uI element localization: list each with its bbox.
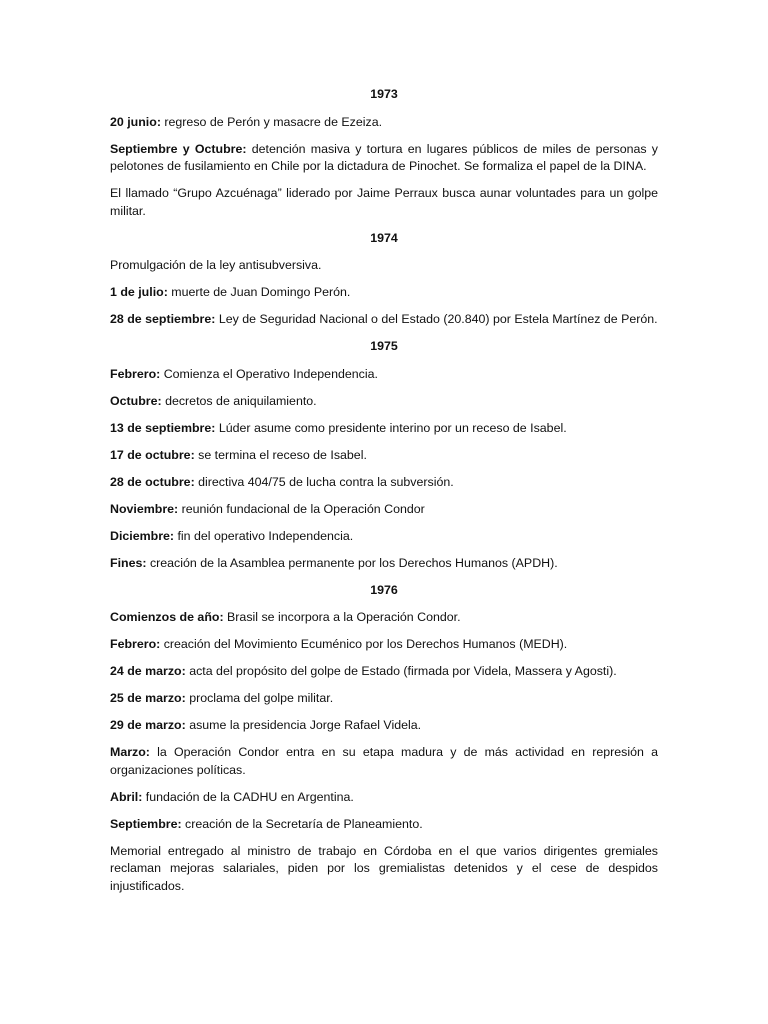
entry-text: Comienza el Operativo Independencia. [160,366,378,381]
entry-text: Ley de Seguridad Nacional o del Estado (20.840) por Estela Martínez de Perón. [215,312,658,326]
timeline-entry [110,501,658,519]
entry-label: Marzo: [110,745,150,759]
section-1974 [110,230,658,329]
entry-text: proclama del golpe militar. [185,691,334,705]
year-heading: 1976 [370,582,398,597]
timeline-entry [110,555,658,573]
entry-label: Comienzos de año: [110,610,224,624]
entry-text: directiva 404/75 de lucha contra la subversión. [194,474,454,489]
entry-label: 25 de marzo: [110,691,186,705]
entry-text: Lúder asume como presidente interino por un receso de Isabel. [215,420,567,435]
timeline-entry [110,843,658,896]
section-1976 [110,582,658,896]
entry-label: Octubre: [110,393,162,408]
entry-label: 20 junio: [110,114,161,129]
entry-text: asume la presidencia Jorge Rafael Videla. [185,718,422,732]
timeline-entry [110,185,658,220]
entry-text: reunión fundacional de la Operación Condor [178,501,425,516]
entry-label: Abril: [110,789,143,804]
entry-label: Diciembre: [110,528,175,543]
timeline-entry [110,114,658,132]
timeline-entry [110,284,658,302]
entry-text: detención masiva y tortura en lugares públicos de miles de personas y pelotones de fusilamiento en Chile por la dictadura de Pinochet. Se formaliza el papel de la DINA. [110,141,658,173]
timeline-entry [110,447,658,465]
entry-text: creación de la Asamblea permanente por los Derechos Humanos (APDH). [146,555,558,570]
entry-text: Brasil se incorpora a la Operación Condor. [223,610,461,624]
entry-label: 13 de septiembre: [110,420,216,435]
entry-text: El llamado “Grupo Azcuénaga” liderado por Jaime Perraux busca aunar voluntades para un golpe militar. [110,186,658,218]
entry-text: muerte de Juan Domingo Perón. [167,285,351,299]
entry-label: Fines: [110,555,147,570]
entry-text: decretos de aniquilamiento. [161,393,317,408]
timeline-entry [110,393,658,411]
year-heading: 1973 [370,87,398,101]
entry-label: Febrero: [110,637,161,651]
timeline-entry [110,816,658,834]
entry-label: 24 de marzo: [110,664,186,678]
timeline-entry [110,141,658,176]
timeline-entry [110,609,658,627]
entry-text: la Operación Condor entra en su etapa madura y de más actividad en represión a organizaciones políticas. [110,745,658,777]
timeline-entry [110,690,658,708]
year-heading: 1975 [370,339,398,353]
timeline-entry [110,474,658,492]
entry-label: Noviembre: [110,501,179,516]
entry-text: fundación de la CADHU en Argentina. [142,789,354,804]
entry-text: creación de la Secretaría de Planeamiento. [181,816,423,831]
entry-text: regreso de Perón y masacre de Ezeiza. [160,114,383,129]
timeline-entry [110,636,658,654]
year-heading: 1974 [370,230,398,245]
timeline-entry [110,789,658,807]
timeline-entry [110,366,658,384]
entry-label: Septiembre: [110,816,182,831]
entry-label: 28 de octubre: [110,474,195,489]
entry-text: Promulgación de la ley antisubversiva. [110,258,322,272]
timeline-entry [110,663,658,681]
entry-label: 17 de octubre: [110,447,195,462]
entry-text: se termina el receso de Isabel. [194,447,367,462]
section-1973 [110,86,658,220]
document-page [110,86,658,905]
timeline-entry [110,420,658,438]
entry-text: creación del Movimiento Ecuménico por los Derechos Humanos (MEDH). [160,637,568,651]
entry-label: 1 de julio: [110,285,168,299]
timeline-entry [110,744,658,779]
timeline-entry [110,528,658,546]
entry-label: Febrero: [110,366,161,381]
entry-text: fin del operativo Independencia. [174,528,354,543]
section-1975 [110,338,658,572]
entry-label: Septiembre y Octubre: [110,141,247,156]
entry-label: 28 de septiembre: [110,312,216,326]
entry-text: Memorial entregado al ministro de trabajo en Córdoba en el que varios dirigentes gremiales reclaman mejoras salariales, piden por los gremialistas detenidos y el cese de despidos injustificados. [110,843,658,893]
timeline-entry [110,257,658,275]
entry-label: 29 de marzo: [110,718,186,732]
entry-text: acta del propósito del golpe de Estado (firmada por Videla, Massera y Agosti). [185,664,617,678]
timeline-entry [110,717,658,735]
timeline-entry [110,311,658,329]
